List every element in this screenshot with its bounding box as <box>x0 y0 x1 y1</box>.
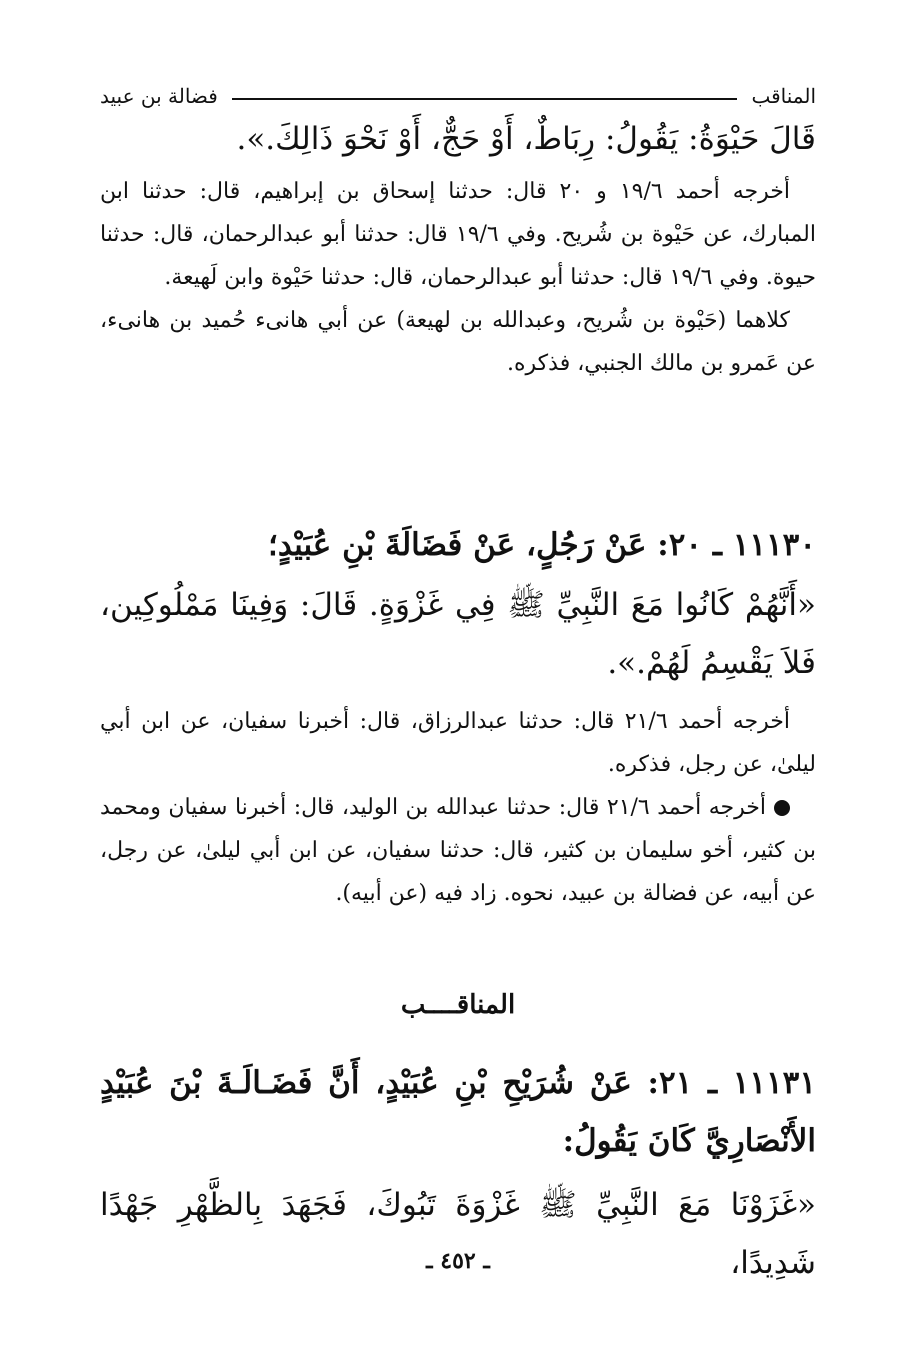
header-rule <box>232 98 738 100</box>
hadith-11131-matn: «غَزَوْنَا مَعَ النَّبِيِّ ﷺ غَزْوَةَ تَبُوكَ، فَجَهَدَ بِالظَّهْرِ جَهْدًا شَدِيدًا، <box>100 1187 816 1281</box>
takhrij-block-2 <box>100 700 816 915</box>
running-header <box>100 68 816 108</box>
takhrij-paragraph: أخرجه أحمد ٢١/٦ قال: حدثنا عبدالرزاق، قال: أخبرنا سفيان، عن ابن أبي ليلىٰ، عن رجل، فذكره. <box>100 709 816 777</box>
hadith-11130-matn: «أَنَّهُمْ كَانُوا مَعَ النَّبِيِّ ﷺ فِي غَزْوَةٍ. قَالَ: وَفِينَا مَمْلُوكِين، فَلاَ يَقْسِمُ لَهُمْ.». <box>100 587 816 681</box>
header-title: فضالة بن عبيد <box>100 84 218 108</box>
takhrij-paragraph: أخرجه أحمد ١٩/٦ و ٢٠ قال: حدثنا إسحاق بن إبراهيم، قال: حدثنا ابن المبارك، عن حَيْوة بن شُريح. وفي ١٩/٦ قال: حدثنا أبو عبدالرحمان، قال: حدثنا حيوة. وفي ١٩/٦ قال: حدثنا أبو عبدالرحمان، قال: حدثنا حَيْوة وابن لَهيعة. <box>100 179 816 290</box>
takhrij-paragraph <box>100 786 816 915</box>
hadith-11131-head: ١١١٣١ ـ ٢١: عَنْ شُرَيْحِ بْنِ عُبَيْدٍ، أَنَّ فَضَـالَـةَ بْنَ عُبَيْدٍ الأَنْصَارِيَّ كَانَ يَقُولُ: <box>100 1065 816 1159</box>
section-title <box>100 990 816 1024</box>
book-page <box>100 0 816 1345</box>
section-title-text: المناقــــب <box>400 990 516 1020</box>
takhrij-block-1 <box>100 170 816 385</box>
hadith-11130-head: ١١١٣٠ ـ ٢٠: عَنْ رَجُلٍ، عَنْ فَضَالَةَ بْنِ عُبَيْدٍ؛ <box>267 527 816 563</box>
takhrij-paragraph: كلاهما (حَيْوة بن شُريح، وعبدالله بن لهيعة) عن أبي هانىء حُميد بن هانىء، عن عَمرو بن مالك الجنبي، فذكره. <box>100 308 816 376</box>
header-section: المناقب <box>751 84 816 108</box>
takhrij-text: أخرجه أحمد ٢١/٦ قال: حدثنا عبدالله بن الوليد، قال: أخبرنا سفيان ومحمد بن كثير، أخو سليمان بن كثير، قال: حدثنا سفيان، عن ابن أبي ليلىٰ، عن رجل، عن أبيه، عن فضالة بن عبيد، نحوه. زاد فيه (عن أبيه). <box>100 795 816 906</box>
bullet-icon <box>774 800 790 816</box>
top-matn: قَالَ حَيْوَةُ: يَقُولُ: رِبَاطٌ، أَوْ حَجٌّ، أَوْ نَحْوَ ذَالِكَ.». <box>236 121 816 157</box>
page-number: ـ ٤٥٢ ـ <box>426 1248 490 1274</box>
